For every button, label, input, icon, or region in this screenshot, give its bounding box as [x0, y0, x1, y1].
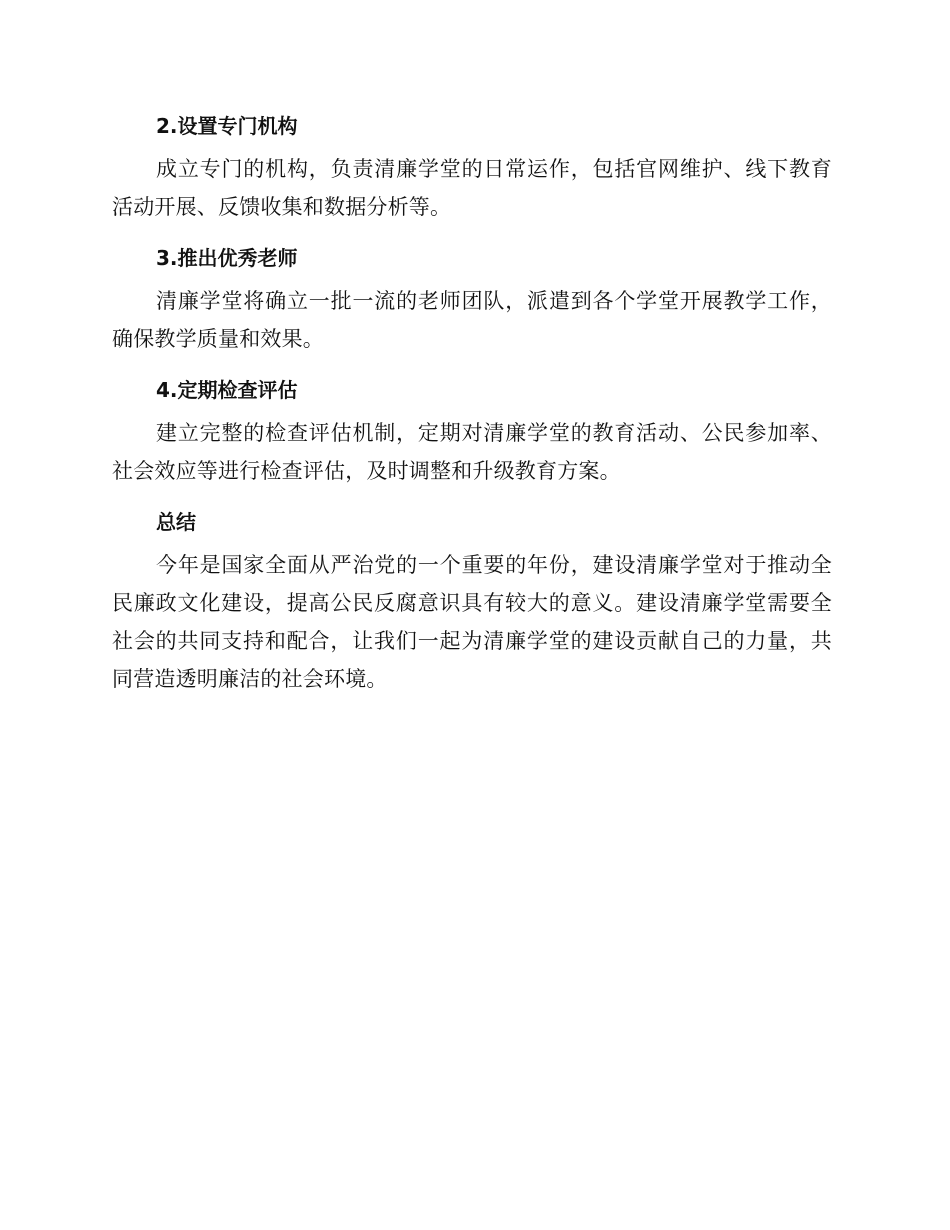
section-teachers	[112, 238, 832, 358]
section-summary	[112, 502, 832, 698]
section-paragraph: 今年是国家全面从严治党的一个重要的年份，建设清廉学堂对于推动全民廉政文化建设，提高公民反腐意识具有较大的意义。建设清廉学堂需要全社会的共同支持和配合，让我们一起为清廉学堂的建设贡献自己的力量，共同营造透明廉洁的社会环境。	[112, 553, 832, 691]
section-heading: 2.设置专门机构	[156, 114, 298, 138]
section-paragraph: 成立专门的机构，负责清廉学堂的日常运作，包括官网维护、线下教育活动开展、反馈收集和数据分析等。	[112, 157, 832, 219]
section-heading: 4.定期检查评估	[156, 378, 298, 402]
section-paragraph: 建立完整的检查评估机制，定期对清廉学堂的教育活动、公民参加率、社会效应等进行检查评估，及时调整和升级教育方案。	[112, 421, 832, 483]
document-page	[112, 106, 832, 710]
section-setup-agency	[112, 106, 832, 226]
section-evaluation	[112, 370, 832, 490]
section-paragraph: 清廉学堂将确立一批一流的老师团队，派遣到各个学堂开展教学工作，确保教学质量和效果。	[112, 289, 832, 351]
section-heading: 总结	[156, 510, 196, 534]
section-heading: 3.推出优秀老师	[156, 246, 298, 270]
